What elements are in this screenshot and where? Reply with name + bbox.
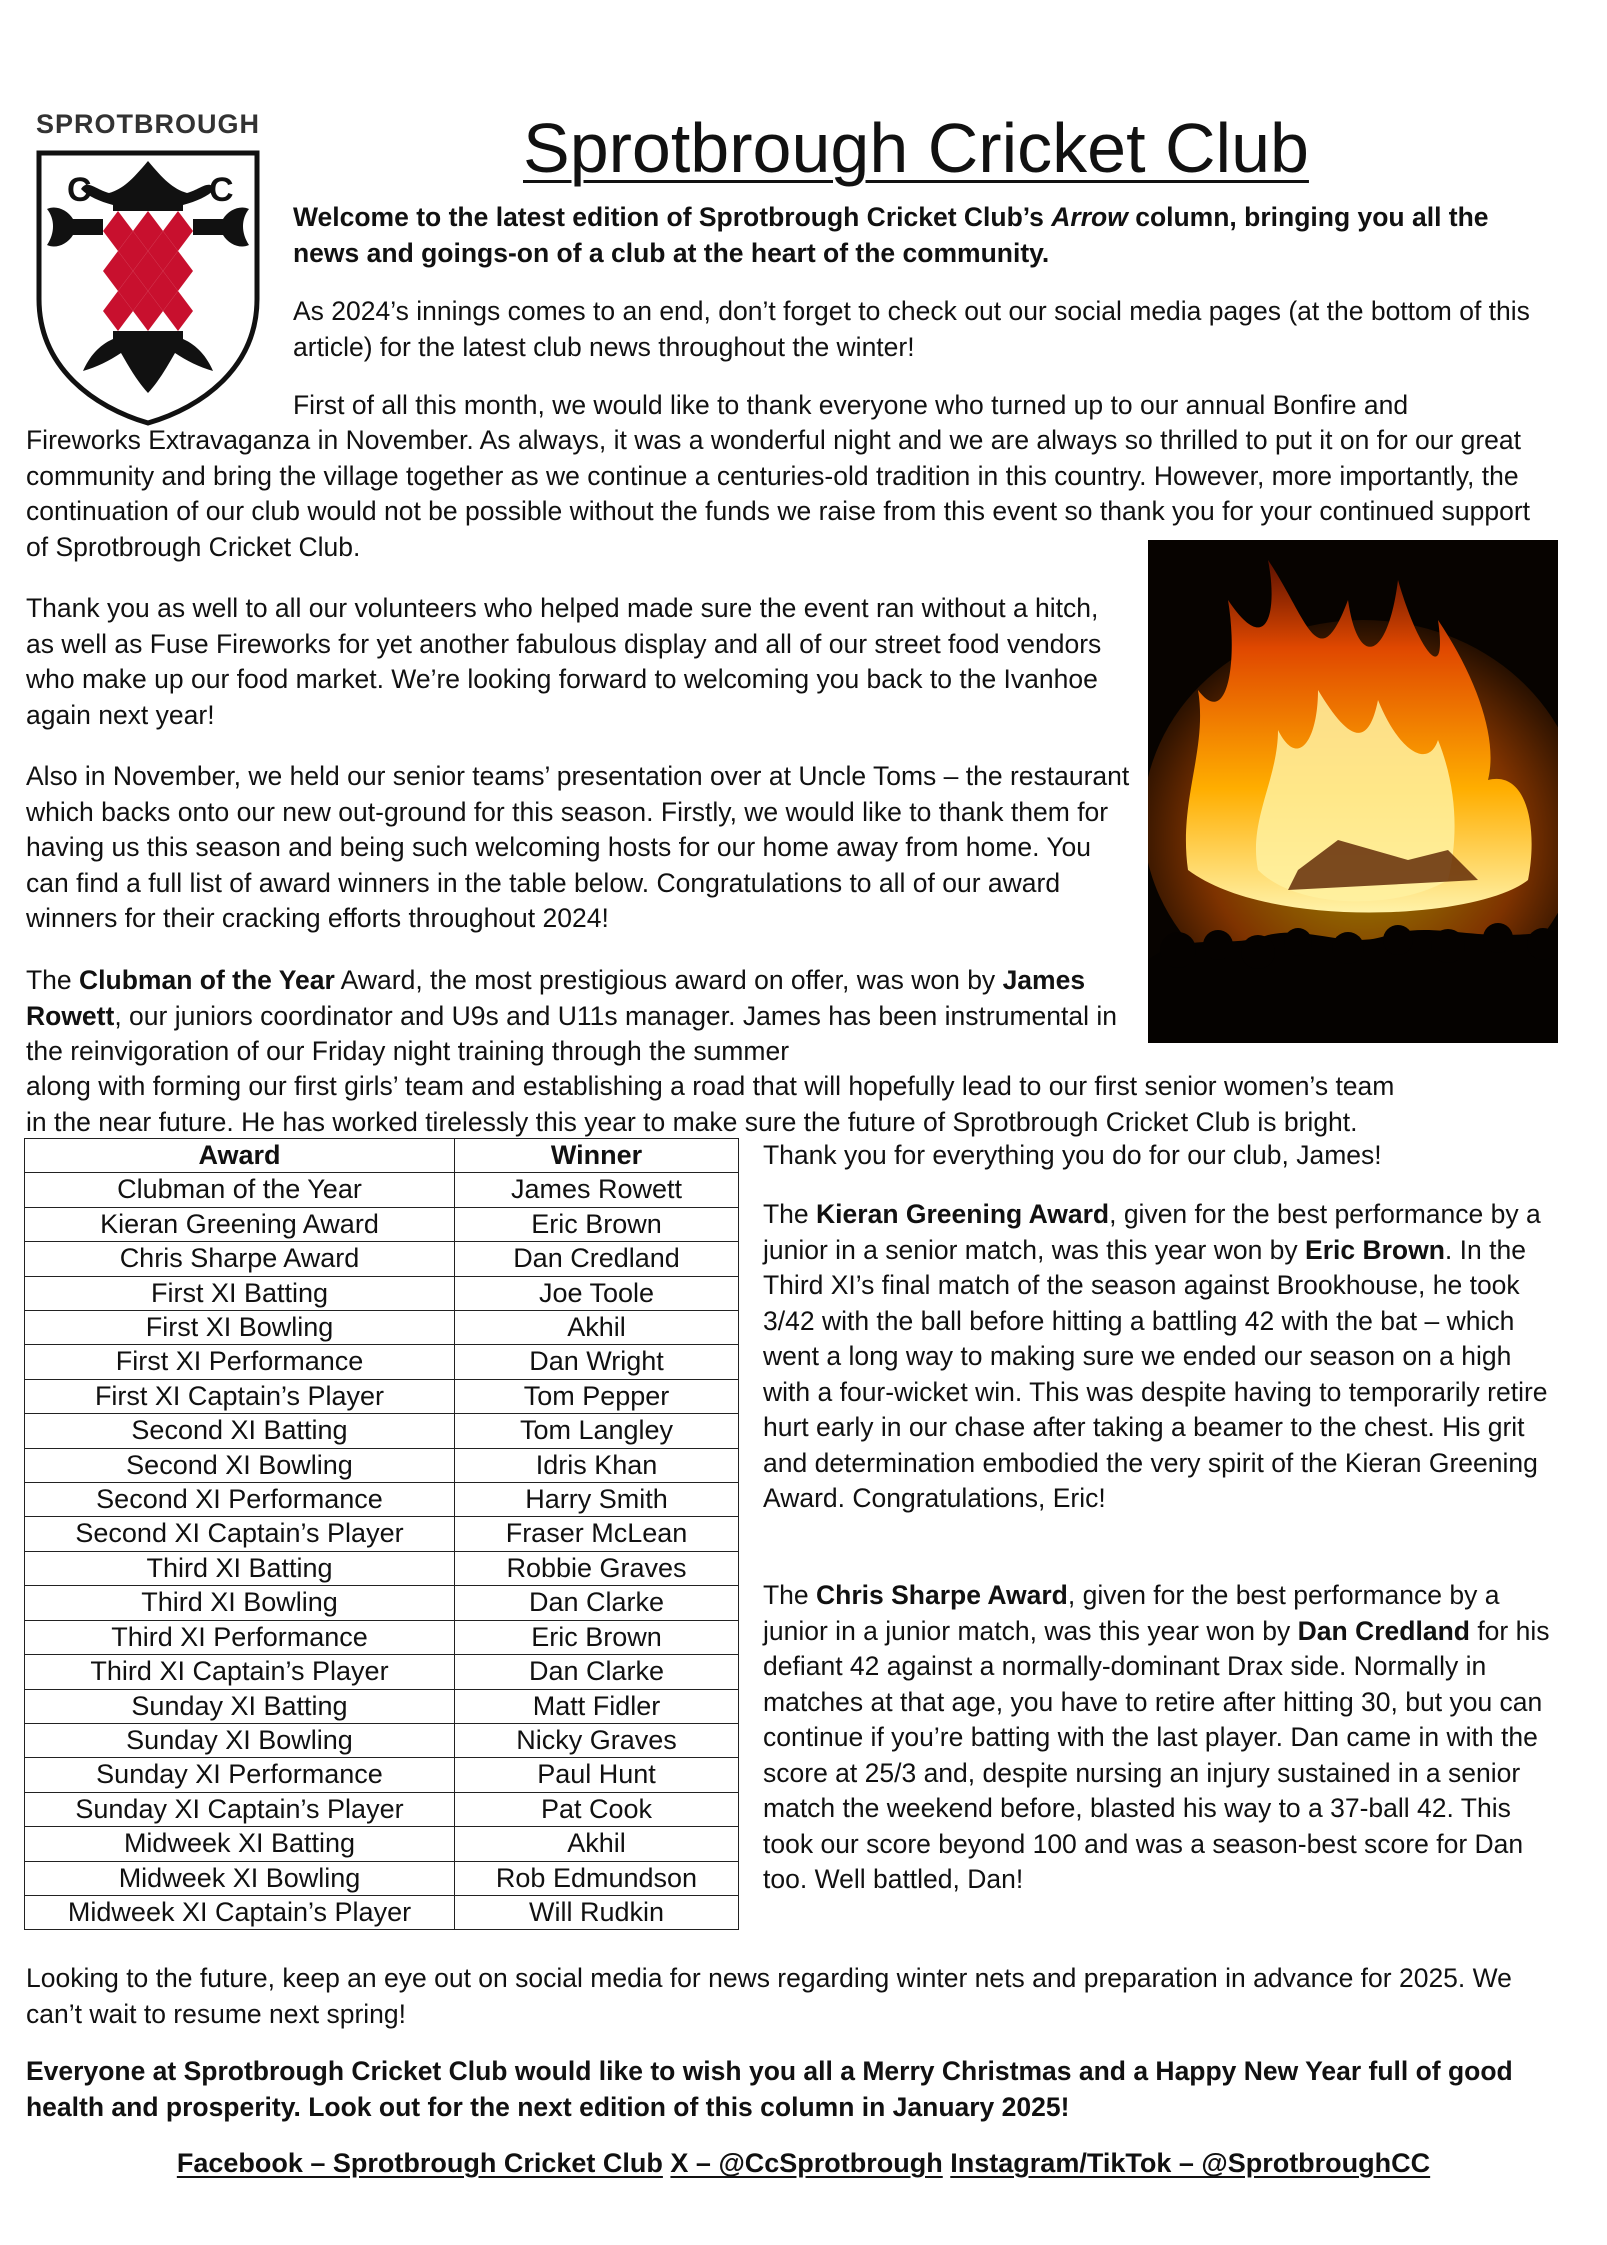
award-cell: Midweek XI Captain’s Player: [25, 1895, 455, 1929]
instagram-tiktok-link[interactable]: Instagram/TikTok – @SprotbroughCC: [950, 2148, 1431, 2178]
award-cell: Midweek XI Batting: [25, 1827, 455, 1861]
kieran-greening-paragraph: The Kieran Greening Award, given for the best performance by a junior in a senior match, was this year won by Eric Brown. In the Third XI’s final match of the season against Brookhouse, he took 3/42 with the ball before hitting a battling 42 with the bat – which went a long way to making sure we ended our season on a high with a four-wicket win. This was despite having to temporarily retire hurt early in our chase after taking a beamer to the chest. His grit and determination embodied the very spirit of the Kieran Greening Award. Congratulations, Eric!: [763, 1199, 1548, 1513]
intro-social-note: As 2024’s innings comes to an end, don’t forget to check out our social media pages (at the bottom of this article) for the latest club news throughout the winter!: [293, 296, 1530, 362]
awards-table-header: [25, 1139, 739, 1173]
header-winner: Winner: [455, 1139, 739, 1173]
winner-cell: Eric Brown: [455, 1207, 739, 1241]
award-cell: First XI Performance: [25, 1345, 455, 1379]
award-cell: Second XI Bowling: [25, 1448, 455, 1482]
clubman-paragraph: The Clubman of the Year Award, the most prestigious award on offer, was won by James Rowett, our juniors coordinator and U9s and U11s manager. James has been instrumental in the reinvigoration of our Friday night training through the summer: [26, 965, 1117, 1066]
award-cell: Second XI Batting: [25, 1414, 455, 1448]
table-row: [25, 1758, 739, 1792]
award-cell: Midweek XI Bowling: [25, 1861, 455, 1895]
award-cell: Chris Sharpe Award: [25, 1242, 455, 1276]
table-row: [25, 1723, 739, 1757]
award-cell: Kieran Greening Award: [25, 1207, 455, 1241]
table-row: [25, 1586, 739, 1620]
volunteers-paragraph: Thank you as well to all our volunteers who helped made sure the event ran without a hitch, as well as Fuse Fireworks for yet another fabulous display and all of our street food vendors who make up our food market. We’re looking forward to welcoming you back to the Ivanhoe again next year!: [26, 593, 1102, 730]
award-cell: Third XI Bowling: [25, 1586, 455, 1620]
intro-welcome: Welcome to the latest edition of Sprotbrough Cricket Club’s Arrow column, bringing you all the news and goings-on of a club at the heart of the community.: [293, 202, 1489, 268]
page-title: Sprotbrough Cricket Club: [523, 109, 1309, 187]
table-row: [25, 1655, 739, 1689]
winner-cell: Eric Brown: [455, 1620, 739, 1654]
future-paragraph: Looking to the future, keep an eye out on social media for news regarding winter nets and preparation in advance for 2025. We can’t wait to resume next spring!: [26, 1963, 1512, 2029]
clubman-line-5: in the near future. He has worked tirelessly this year to make sure the future of Sprotbrough Cricket Club is bright.: [26, 1107, 1358, 1137]
award-cell: First XI Bowling: [25, 1311, 455, 1345]
header-award: Award: [25, 1139, 455, 1173]
clubman-thanks: Thank you for everything you do for our club, James!: [763, 1140, 1382, 1170]
bonfire-photo: [1148, 540, 1558, 1043]
winner-cell: Nicky Graves: [455, 1723, 739, 1757]
bonfire-lead-line: First of all this month, we would like to thank everyone who turned up to our annual Bonfire and: [293, 390, 1409, 420]
winner-cell: Dan Clarke: [455, 1655, 739, 1689]
winner-cell: Idris Khan: [455, 1448, 739, 1482]
winner-cell: Matt Fidler: [455, 1689, 739, 1723]
award-cell: Third XI Batting: [25, 1551, 455, 1585]
award-cell: Third XI Captain’s Player: [25, 1655, 455, 1689]
table-row: [25, 1861, 739, 1895]
table-row: [25, 1517, 739, 1551]
award-cell: First XI Batting: [25, 1276, 455, 1310]
table-row: [25, 1620, 739, 1654]
table-row: [25, 1414, 739, 1448]
winner-cell: Akhil: [455, 1827, 739, 1861]
winner-cell: Paul Hunt: [455, 1758, 739, 1792]
table-row: [25, 1792, 739, 1826]
clubman-line-4: along with forming our first girls’ team and establishing a road that will hopefully lead to our first senior women’s team: [26, 1071, 1395, 1101]
table-row: [25, 1345, 739, 1379]
winner-cell: Fraser McLean: [455, 1517, 739, 1551]
logo-letter-right: C: [209, 171, 234, 209]
table-row: [25, 1379, 739, 1413]
award-cell: Sunday XI Captain’s Player: [25, 1792, 455, 1826]
closing-paragraph: Everyone at Sprotbrough Cricket Club would like to wish you all a Merry Christmas and a Happy New Year full of good health and prosperity. Look out for the next edition of this column in January 2025!: [26, 2056, 1513, 2122]
winner-cell: Will Rudkin: [455, 1895, 739, 1929]
club-logo: [33, 109, 263, 427]
social-links: [0, 2148, 1607, 2179]
award-cell: Second XI Captain’s Player: [25, 1517, 455, 1551]
table-row: [25, 1173, 739, 1207]
table-row: [25, 1276, 739, 1310]
award-cell: Third XI Performance: [25, 1620, 455, 1654]
winner-cell: Dan Clarke: [455, 1586, 739, 1620]
crest-shield-icon: [33, 149, 263, 427]
facebook-link[interactable]: Facebook – Sprotbrough Cricket Club: [176, 2148, 663, 2178]
award-cell: Sunday XI Performance: [25, 1758, 455, 1792]
awards-table: [24, 1138, 739, 1930]
x-link[interactable]: X – @CcSprotbrough: [670, 2148, 943, 2178]
award-cell: Sunday XI Batting: [25, 1689, 455, 1723]
winner-cell: Akhil: [455, 1311, 739, 1345]
table-row: [25, 1483, 739, 1517]
bonfire-paragraph: Fireworks Extravaganza in November. As always, it was a wonderful night and we are always so thrilled to put it on for our great community and bring the village together as we continue a centuries-old tradition in this country. However, more importantly, the continuation of our club would not be possible without the funds we raise from this event so thank you for your continued support of Sprotbrough Cricket Club.: [26, 425, 1531, 562]
table-row: [25, 1448, 739, 1482]
award-cell: Clubman of the Year: [25, 1173, 455, 1207]
award-cell: Sunday XI Bowling: [25, 1723, 455, 1757]
winner-cell: Tom Langley: [455, 1414, 739, 1448]
winner-cell: Robbie Graves: [455, 1551, 739, 1585]
award-cell: First XI Captain’s Player: [25, 1379, 455, 1413]
logo-club-name: SPROTBROUGH: [35, 109, 260, 139]
logo-letter-left: C: [67, 171, 92, 209]
chris-sharpe-paragraph: The Chris Sharpe Award, given for the best performance by a junior in a junior match, was this year won by Dan Credland for his defiant 42 against a normally-dominant Drax side. Normally in matches at that age, you have to retire after hitting 30, but you can continue if you’re batting with the last player. Dan came in with the score at 25/3 and, despite nursing an injury sustained in a senior match the weekend before, blasted his way to a 37-ball 42. This took our score beyond 100 and was a season-best score for Dan too. Well battled, Dan!: [763, 1580, 1550, 1894]
winner-cell: Pat Cook: [455, 1792, 739, 1826]
winner-cell: Tom Pepper: [455, 1379, 739, 1413]
winner-cell: Harry Smith: [455, 1483, 739, 1517]
winner-cell: Joe Toole: [455, 1276, 739, 1310]
bonfire-image-icon: [1148, 540, 1558, 1043]
winner-cell: Dan Wright: [455, 1345, 739, 1379]
award-cell: Second XI Performance: [25, 1483, 455, 1517]
table-row: [25, 1207, 739, 1241]
winner-cell: Rob Edmundson: [455, 1861, 739, 1895]
winner-cell: Dan Credland: [455, 1242, 739, 1276]
winner-cell: James Rowett: [455, 1173, 739, 1207]
table-row: [25, 1311, 739, 1345]
presentation-paragraph: Also in November, we held our senior teams’ presentation over at Uncle Toms – the restaurant which backs onto our new out-ground for this season. Firstly, we would like to thank them for having us this season and being such welcoming hosts for our home away from home. You can find a full list of award winners in the table below. Congratulations to all of our award winners for their cracking efforts throughout 2024!: [26, 761, 1130, 933]
table-row: [25, 1242, 739, 1276]
table-row: [25, 1827, 739, 1861]
table-row: [25, 1895, 739, 1929]
table-row: [25, 1551, 739, 1585]
table-row: [25, 1689, 739, 1723]
